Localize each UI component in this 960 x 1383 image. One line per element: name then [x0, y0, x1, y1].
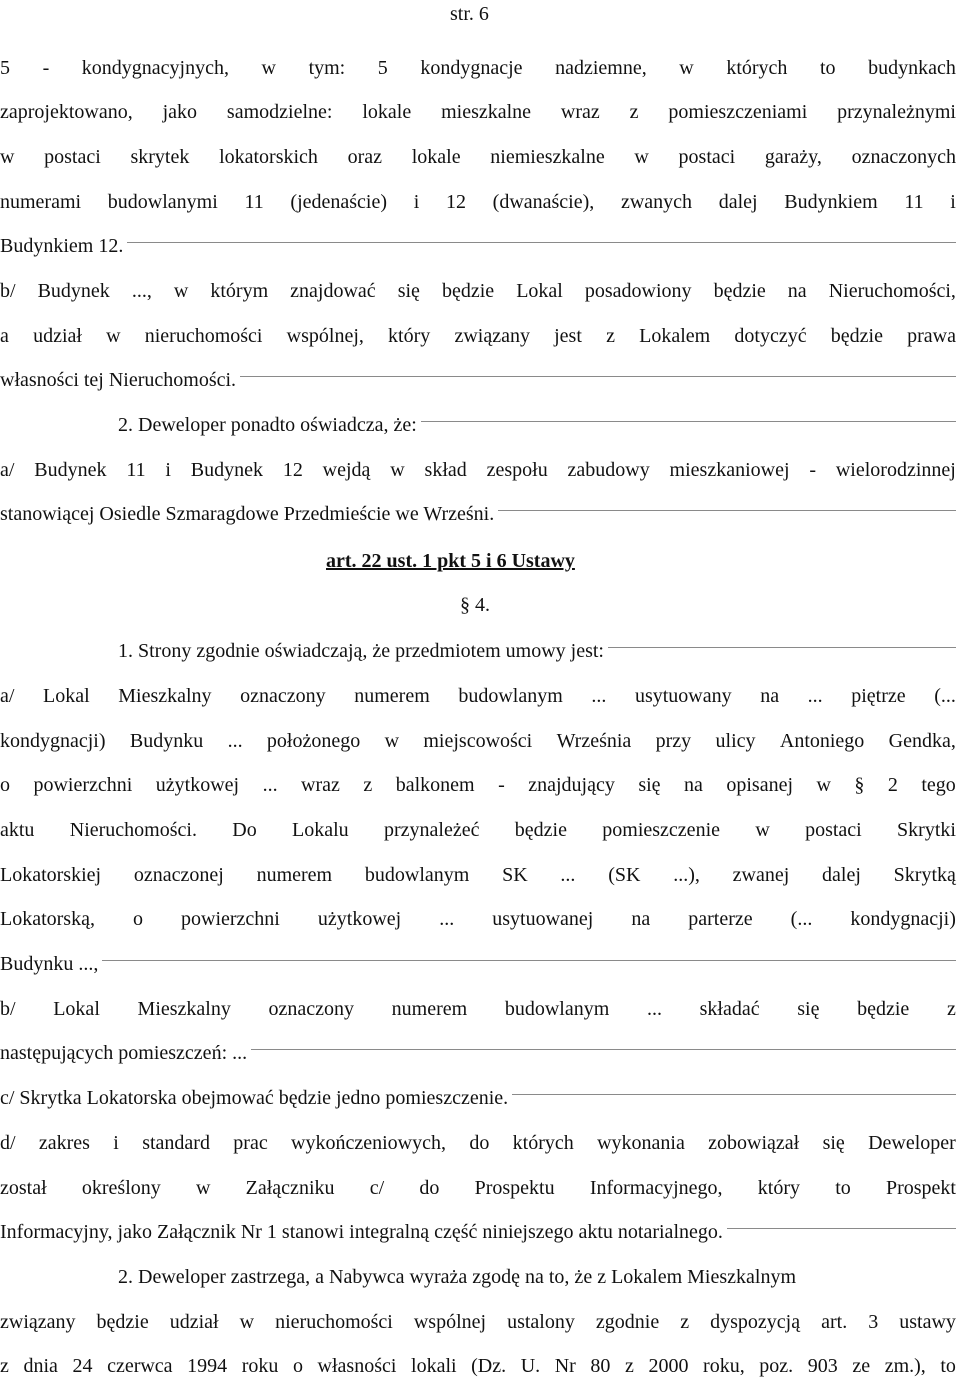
text-line-30 [0, 1354, 956, 1378]
word: prac [233, 1132, 268, 1154]
word: związany [0, 1311, 76, 1333]
word: na [760, 685, 780, 707]
text-line-26 [0, 1176, 956, 1200]
word: i [413, 191, 420, 213]
filler-rule [727, 1228, 956, 1229]
word: udział [169, 1311, 219, 1333]
word: Lokalu [292, 819, 349, 841]
word: a [0, 325, 9, 347]
word: piętrze [851, 685, 906, 707]
word: 1994 [187, 1355, 228, 1377]
word: w [390, 459, 405, 481]
word: Lokatorskiej [0, 864, 102, 886]
word: czerwca [107, 1355, 173, 1377]
word: z [629, 101, 639, 123]
line-text: Informacyjny, jako Załącznik Nr 1 stanowi integralną część niniejszego aktu notarialnego. [0, 1221, 723, 1243]
text-line-19 [0, 863, 956, 887]
word: niemieszkalne [490, 146, 605, 168]
filler-rule [512, 1094, 956, 1095]
word: nieruchomości [144, 325, 263, 347]
word: - [42, 57, 50, 79]
word: ... [807, 685, 823, 707]
word: wejdą [322, 459, 371, 481]
word: zgodnie [595, 1311, 660, 1333]
word: garaży, [764, 146, 822, 168]
word: się [397, 280, 420, 302]
word: z [680, 1311, 690, 1333]
word: Lokal [516, 280, 563, 302]
word: oznaczonej [133, 864, 224, 886]
word: zm.), [884, 1355, 926, 1377]
word: będzie [830, 325, 883, 347]
word: (SK [608, 864, 641, 886]
word: i [165, 459, 171, 481]
word: kondygnacje [420, 57, 523, 79]
word: mieszkalne [441, 101, 532, 123]
word: w [755, 819, 770, 841]
text-line-16 [0, 729, 956, 753]
word: składać [699, 998, 760, 1020]
word: kondygnacji) [850, 908, 956, 930]
word: Antoniego [779, 730, 865, 752]
word: oznaczonych [851, 146, 956, 168]
word: na [787, 280, 807, 302]
word: powierzchni [181, 908, 280, 930]
word: b/ [0, 280, 16, 302]
word: z [606, 325, 615, 347]
word: o [292, 1355, 303, 1377]
word: dalej [718, 191, 758, 213]
text-line-2 [0, 100, 956, 124]
word: a/ [0, 685, 15, 707]
word: Prospekt [885, 1177, 956, 1199]
word: zabudowy [567, 459, 650, 481]
word: których [512, 1132, 574, 1154]
word: Budynek [37, 280, 110, 302]
word: użytkowej [317, 908, 402, 930]
word: 24 [72, 1355, 93, 1377]
word: Września [556, 730, 632, 752]
word: powierzchni [33, 774, 133, 796]
word: standard [142, 1132, 210, 1154]
word: się [797, 998, 820, 1020]
text-line-14 [118, 639, 956, 663]
word: położonego [266, 730, 361, 752]
line-text: c/ Skrytka Lokatorska obejmować będzie jedno pomieszczenie. [0, 1087, 509, 1109]
word: z [625, 1355, 634, 1377]
word: ustawy [899, 1311, 956, 1333]
word: w [679, 57, 694, 79]
word: w [0, 146, 15, 168]
word: jako [162, 101, 198, 123]
word: a/ [0, 459, 15, 481]
word: dyspozycją [710, 1311, 801, 1333]
word: ustalony [507, 1311, 575, 1333]
word: balkonem [395, 774, 475, 796]
word: Skrytki [897, 819, 956, 841]
word: budowlanym [504, 998, 610, 1020]
word: związany [454, 325, 530, 347]
word: budowlanym [364, 864, 470, 886]
text-line-17 [0, 773, 956, 797]
word: będzie [857, 998, 910, 1020]
word: ..., [131, 280, 152, 302]
word: ... [591, 685, 607, 707]
word: oznaczony [240, 685, 326, 707]
word: postaci [678, 146, 736, 168]
word: został [0, 1177, 47, 1199]
word: Skrytką [893, 864, 956, 886]
word: Lokatorską, [0, 908, 95, 930]
word: opisanej [726, 774, 794, 796]
word: zespołu [486, 459, 548, 481]
text-line-3 [0, 145, 956, 169]
word: oznaczony [268, 998, 355, 1020]
word: to [819, 57, 836, 79]
word: przynależnymi [837, 101, 956, 123]
page-number: str. 6 [450, 3, 489, 25]
word: w [173, 280, 189, 302]
word: 903 [807, 1355, 838, 1377]
word: przynależeć [383, 819, 480, 841]
word: § [854, 774, 865, 796]
word: (... [790, 908, 813, 930]
word: użytkowej [155, 774, 240, 796]
word: 11 [244, 191, 264, 213]
text-line-23 [0, 1041, 956, 1065]
word: będzie [441, 280, 495, 302]
word: 3 [868, 1311, 879, 1333]
word: ... [262, 774, 278, 796]
word: dalej [822, 864, 861, 886]
word: zobowiązał [708, 1132, 800, 1154]
word: ulicy [715, 730, 756, 752]
word: których [726, 57, 788, 79]
word: to [835, 1177, 851, 1199]
line-text: Budynkiem 12. [0, 235, 124, 257]
word: którym [210, 280, 269, 302]
word: postaci [44, 146, 101, 168]
word: który [757, 1177, 800, 1199]
word: zaprojektowano, [0, 101, 133, 123]
word: własności [317, 1355, 397, 1377]
word: numerem [256, 864, 333, 886]
word: będzie [713, 280, 766, 302]
word: 2 [887, 774, 898, 796]
text-line-9 [118, 413, 956, 437]
word: 12 [282, 459, 303, 481]
word: 11 [126, 459, 146, 481]
word: w [816, 774, 831, 796]
word: skrytek [130, 146, 190, 168]
word: to [940, 1355, 956, 1377]
word: zakres [38, 1132, 90, 1154]
word: określony [81, 1177, 161, 1199]
line-text: 2. Deweloper ponadto oświadcza, że: [118, 414, 417, 436]
line-text: własności tej Nieruchomości. [0, 369, 237, 391]
word: U. [520, 1355, 541, 1377]
word: lokale [411, 146, 461, 168]
word: roku [241, 1355, 279, 1377]
text-line-8 [0, 368, 956, 392]
word: nieruchomości [275, 1311, 393, 1333]
line-text: 1. Strony zgodnie oświadczają, że przedmiotem umowy jest: [118, 640, 604, 662]
word: 11 [904, 191, 924, 213]
word: z [0, 1355, 9, 1377]
word: Nr [554, 1355, 576, 1377]
text-line-18 [0, 818, 956, 842]
word: pomieszczenie [602, 819, 720, 841]
word: Budynku [129, 730, 204, 752]
word: który [388, 325, 431, 347]
word: w [261, 57, 276, 79]
word: wspólnej, [286, 325, 364, 347]
word: Informacyjnego, [589, 1177, 723, 1199]
text-line-24 [0, 1086, 956, 1110]
word: w [384, 730, 400, 752]
word: Budynkiem [784, 191, 878, 213]
word: numerem [354, 685, 430, 707]
word: w [106, 325, 121, 347]
word: samodzielne: [226, 101, 333, 123]
word: budowlanymi [107, 191, 218, 213]
word: b/ [0, 998, 16, 1020]
word: ... [439, 908, 455, 930]
text-line-25 [0, 1131, 956, 1155]
word: przy [655, 730, 692, 752]
word: 5 [0, 57, 10, 79]
word: dotyczyć [734, 325, 807, 347]
word: z [363, 774, 373, 796]
word: i [950, 191, 956, 213]
word: Deweloper [868, 1132, 956, 1154]
word: o [133, 908, 143, 930]
word: wykończeniowych, [291, 1132, 446, 1154]
word: 12 [445, 191, 466, 213]
word: ze [852, 1355, 871, 1377]
line-text: stanowiącej Osiedle Szmaragdowe Przedmieście we Wrześni. [0, 503, 495, 525]
filler-rule [251, 1049, 956, 1050]
word: udział [33, 325, 82, 347]
filler-rule [102, 960, 956, 961]
filler-rule [240, 376, 956, 377]
word: nadziemne, [555, 57, 647, 79]
word: Do [232, 819, 257, 841]
word: ... [227, 730, 243, 752]
word: Lokalem [639, 325, 711, 347]
word: posadowiony [584, 280, 692, 302]
word: 80 [590, 1355, 611, 1377]
filler-rule [498, 510, 956, 511]
text-line-7 [0, 324, 956, 348]
word: wspólnej [413, 1311, 487, 1333]
word: Prospektu [474, 1177, 555, 1199]
word: się [638, 774, 661, 796]
word: o [0, 774, 10, 796]
word: wielorodzinnej [835, 459, 956, 481]
word: (jedenaście) [290, 191, 388, 213]
word: do [419, 1177, 440, 1199]
word: roku, [703, 1355, 745, 1377]
word: lokale [362, 101, 412, 123]
text-line-5 [0, 234, 956, 258]
word: poz. [759, 1355, 794, 1377]
word: z [946, 998, 956, 1020]
word: lokatorskich [219, 146, 318, 168]
word: d/ [0, 1132, 16, 1154]
word: skład [424, 459, 467, 481]
word: Nieruchomości. [69, 819, 197, 841]
word: ... [560, 864, 576, 886]
text-line-6 [0, 279, 956, 303]
word: na [684, 774, 703, 796]
word: (dwanaście), [492, 191, 595, 213]
word: będzie [96, 1311, 149, 1333]
word: pomieszczeniami [668, 101, 808, 123]
text-line-4 [0, 190, 956, 214]
word: Mieszkalny [137, 998, 231, 1020]
word: Nieruchomości, [828, 280, 956, 302]
word: ...), [673, 864, 700, 886]
word: c/ [369, 1177, 385, 1199]
word: (Dz. [471, 1355, 507, 1377]
word: art. [821, 1311, 848, 1333]
word: postaci [805, 819, 862, 841]
word: aktu [0, 819, 35, 841]
text-line-27 [0, 1220, 956, 1244]
word: w [195, 1177, 211, 1199]
filler-rule [127, 242, 956, 243]
word: kondygnacji) [0, 730, 106, 752]
word: dnia [23, 1355, 58, 1377]
text-line-15 [0, 684, 956, 708]
word: będzie [514, 819, 567, 841]
word: wykonania [597, 1132, 685, 1154]
word: ... [646, 998, 662, 1020]
section-number: § 4. [460, 594, 490, 616]
text-line-20 [0, 907, 956, 931]
word: tym: [308, 57, 346, 79]
word: wraz [560, 101, 600, 123]
word: oraz [347, 146, 383, 168]
word: prawa [907, 325, 956, 347]
text-line-22 [0, 997, 956, 1021]
word: Załączniku [245, 1177, 335, 1199]
word: w [239, 1311, 255, 1333]
word: Gendka, [888, 730, 956, 752]
word: na [631, 908, 651, 930]
word: numerami [0, 191, 82, 213]
word: w [634, 146, 649, 168]
word: Lokal [53, 998, 100, 1020]
word: (... [934, 685, 956, 707]
word: kondygnacyjnych, [81, 57, 229, 79]
text-line-21 [0, 952, 956, 976]
word: budynkach [868, 57, 956, 79]
word: - [809, 459, 817, 481]
word: Mieszkalny [118, 685, 212, 707]
word: Budynek [190, 459, 264, 481]
word: Budynek [34, 459, 107, 481]
filler-rule [421, 421, 956, 422]
word: usytuowany [634, 685, 732, 707]
article-heading: art. 22 ust. 1 pkt 5 i 6 Ustawy [326, 550, 575, 572]
word: i [113, 1132, 119, 1154]
word: się [822, 1132, 845, 1154]
text-line-10 [0, 458, 956, 482]
word: 2000 [648, 1355, 689, 1377]
word: budowlanym [458, 685, 563, 707]
filler-rule [608, 647, 956, 648]
word: numerem [391, 998, 468, 1020]
word: tego [921, 774, 956, 796]
word: Lokal [43, 685, 90, 707]
text-line-11 [0, 502, 956, 526]
word: 5 [377, 57, 388, 79]
word: jest [554, 325, 582, 347]
line-text: Budynku ..., [0, 953, 99, 975]
word: znajdujący [528, 774, 615, 796]
word: lokali [411, 1355, 457, 1377]
line-text: następujących pomieszczeń: ... [0, 1042, 248, 1064]
word: wraz [301, 774, 340, 796]
word: parterze [688, 908, 753, 930]
text-line-29 [0, 1310, 956, 1334]
word: mieszkaniowej [669, 459, 790, 481]
text-line-1 [0, 56, 956, 80]
word: SK [502, 864, 528, 886]
word: zwanych [620, 191, 693, 213]
word: do [469, 1132, 490, 1154]
word: usytuowanej [492, 908, 594, 930]
word: miejscowości [423, 730, 533, 752]
text-line-28: 2. Deweloper zastrzega, a Nabywca wyraża zgodę na to, że z Lokalem Mieszkalnym [118, 1266, 797, 1288]
word: znajdować [290, 280, 376, 302]
word: - [498, 774, 505, 796]
word: zwanej [732, 864, 790, 886]
